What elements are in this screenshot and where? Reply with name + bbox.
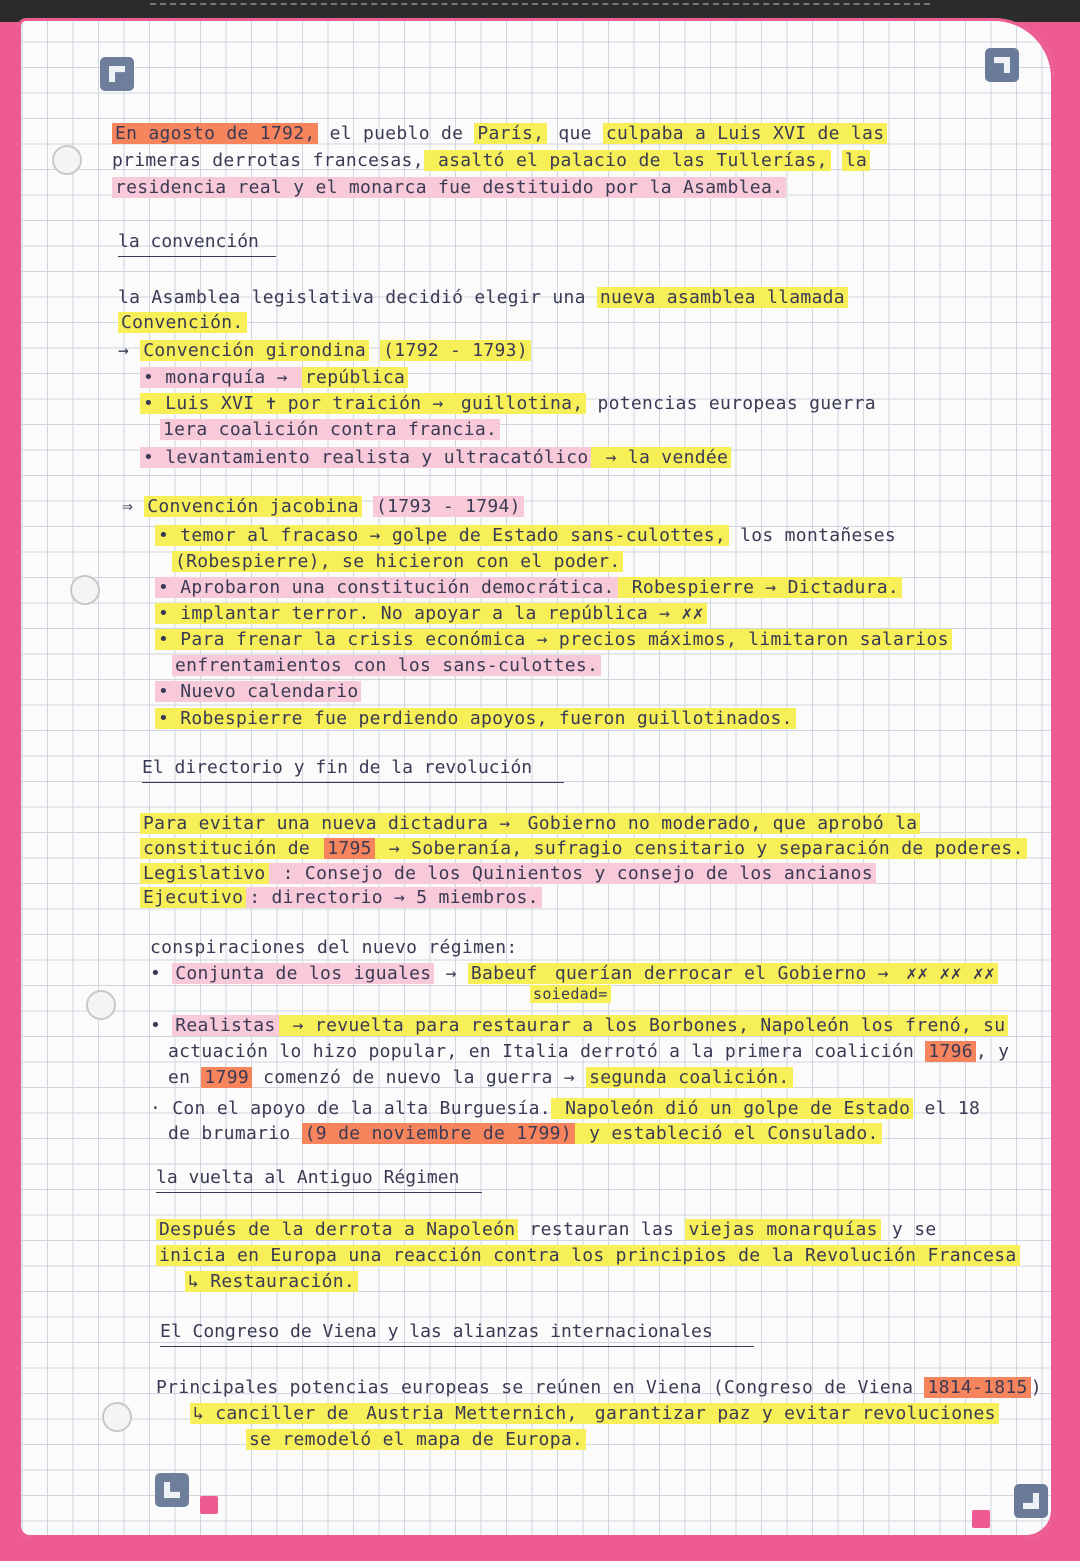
jacobina-bullet-3: • implantar terror. No apoyar a la república → ✗✗ xyxy=(155,602,707,626)
pink-square-mark xyxy=(972,1510,990,1528)
corner-tab-bottom-right-icon xyxy=(1014,1484,1048,1518)
conspiraciones-heading: conspiraciones del nuevo régimen: xyxy=(150,937,518,958)
girondina-bullet-2: • Luis XVI ✝ por traición → guillotina, potencias europeas guerra xyxy=(140,392,876,416)
girondina-title: → Convención girondina (1792 - 1793) xyxy=(118,339,531,363)
realistas-line-2: actuación lo hizo popular, en Italia derrotó a la primera coalición 1796 , y xyxy=(168,1041,1010,1062)
jacobina-bullet-2: • Aprobaron una constitución democrática. Robespierre → Dictadura. xyxy=(155,576,902,600)
jacobina-bullet-6: • Robespierre fue perdiendo apoyos, fueron guillotinados. xyxy=(155,707,796,731)
jacobina-bullet-1-cont: (Robespierre), se hicieron con el poder. xyxy=(172,550,623,574)
girondina-bullet-2-cont: 1era coalición contra francia. xyxy=(160,418,500,442)
viena-line-3: se remodeló el mapa de Europa. xyxy=(246,1428,586,1452)
corner-tab-top-left-icon xyxy=(100,57,134,91)
burguesia-line-1: · Con el apoyo de la alta Burguesía. Napoleón dió un golpe de Estado el 18 xyxy=(150,1098,981,1119)
intro-line-1: En agosto de 1792, el pueblo de París, que culpaba a Luis XVI de las xyxy=(112,122,887,146)
intro-line-3: residencia real y el monarca fue destituido por la Asamblea. xyxy=(112,176,786,200)
jacobina-bullet-4-cont: enfrentamientos con los sans-culottes. xyxy=(172,654,601,678)
realistas-line-1: • Realistas → revuelta para restaurar a los Borbones, Napoleón los frenó, su xyxy=(150,1014,1008,1038)
directorio-line-4: Ejecutivo : directorio → 5 miembros. xyxy=(140,886,542,910)
directorio-line-2: constitución de 1795 → Soberanía, sufragio censitario y separación de poderes. xyxy=(140,837,1027,861)
conspiracion-iguales: • Conjunta de los iguales → Babeuf querían derrocar el Gobierno → ✗✗ ✗✗ ✗✗ xyxy=(150,962,998,986)
vuelta-line-2: inicia en Europa una reacción contra los principios de la Revolución Francesa xyxy=(156,1244,1020,1268)
girondina-bullet-1: • monarquía → república xyxy=(140,366,408,390)
binder-hole-icon xyxy=(86,990,116,1020)
realistas-line-3: en 1799 comenzó de nuevo la guerra → segunda coalición. xyxy=(168,1066,793,1090)
intro-line-2: primeras derrotas francesas, asaltó el palacio de las Tullerías, la xyxy=(112,149,870,173)
jacobina-bullet-5: • Nuevo calendario xyxy=(155,680,361,704)
binder-hole-icon xyxy=(70,575,100,605)
corner-tab-bottom-left-icon xyxy=(155,1473,189,1507)
jacobina-title: ⇒ Convención jacobina (1793 - 1794) xyxy=(122,495,524,519)
directorio-line-3: Legislativo : Consejo de los Quinientos y consejo de los ancianos xyxy=(140,862,876,886)
conspiracion-iguales-note: soiedad= xyxy=(530,982,611,1006)
girondina-bullet-3: • levantamiento realista y ultracatólico → la vendée xyxy=(140,446,731,470)
section-heading-vuelta: la vuelta al Antiguo Régimen xyxy=(156,1166,482,1193)
section-heading-convencion: la convención xyxy=(118,230,276,257)
binder-hole-icon xyxy=(52,145,82,175)
corner-tab-top-right-icon xyxy=(985,48,1019,82)
viena-line-2: ↳ canciller de Austria Metternich, garantizar paz y evitar revoluciones xyxy=(190,1402,999,1426)
viena-line-1: Principales potencias europeas se reúnen en Viena (Congreso de Viena 1814-1815 ) xyxy=(156,1377,1042,1398)
pink-square-mark xyxy=(200,1496,218,1514)
jacobina-bullet-4: • Para frenar la crisis económica → precios máximos, limitaron salarios xyxy=(155,628,952,652)
convencion-para-line-2: Convención. xyxy=(118,311,247,335)
vuelta-line-3: ↳ Restauración. xyxy=(185,1270,358,1294)
binder-hole-icon xyxy=(102,1402,132,1432)
section-heading-directorio: El directorio y fin de la revolución xyxy=(142,756,564,783)
burguesia-line-2: de brumario (9 de noviembre de 1799) y estableció el Consulado. xyxy=(168,1122,882,1146)
directorio-line-1: Para evitar una nueva dictadura → Gobierno no moderado, que aprobó la xyxy=(140,812,920,836)
section-heading-viena: El Congreso de Viena y las alianzas internacionales xyxy=(160,1320,754,1347)
jacobina-bullet-1: • temor al fracaso → golpe de Estado sans-culottes, los montañeses xyxy=(155,524,896,548)
vuelta-line-1: Después de la derrota a Napoleón restauran las viejas monarquías y se xyxy=(156,1218,936,1242)
convencion-para-line-1: la Asamblea legislativa decidió elegir una nueva asamblea llamada xyxy=(118,286,848,310)
